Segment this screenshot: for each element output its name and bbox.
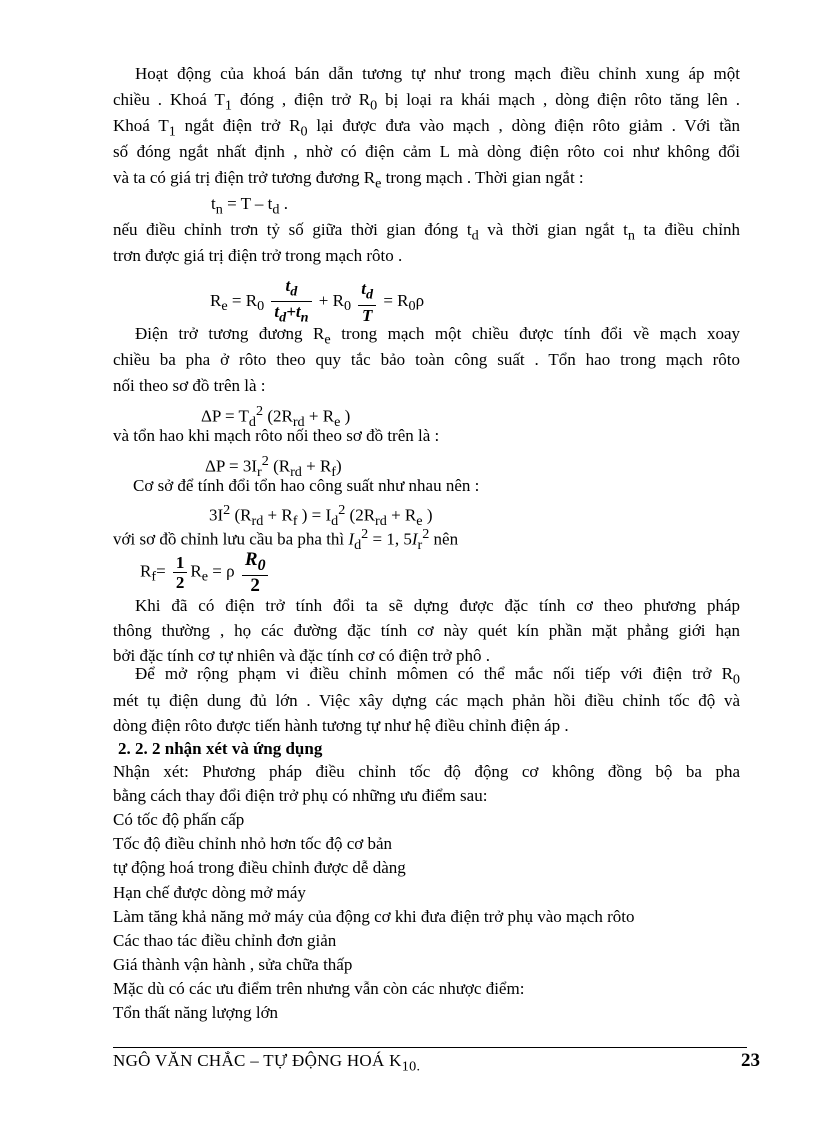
text: và ta có giá trị điện trở tương đương R <box>113 168 376 187</box>
superscript: 2 <box>422 526 430 542</box>
subscript: 0 <box>257 556 266 574</box>
subscript: d <box>279 309 287 326</box>
eq-text: = ρ <box>208 561 235 581</box>
list-item: Các thao tác điều chỉnh đơn giản <box>113 931 337 950</box>
eq-text: (R <box>230 505 252 525</box>
para3-line1 <box>135 324 740 349</box>
subscript: 1 <box>168 123 176 140</box>
subscript: d <box>354 537 362 554</box>
subscript: 0 <box>732 671 740 688</box>
para5-line2: mét tụ điện dung đủ lớn . Việc xây dựng các mạch phản hồi điều chỉnh tốc độ và <box>113 691 740 710</box>
subscript: f <box>331 464 337 481</box>
eq-text: (2R <box>345 505 376 525</box>
text: = 1, 5 <box>368 529 412 549</box>
subscript: e <box>201 568 209 585</box>
remark-line2: bằng cách thay đổi điện trở phụ có những ưu điểm sau: <box>113 786 488 805</box>
eq-text: + R <box>386 505 417 525</box>
subscript: e <box>221 298 228 315</box>
eq-text: t <box>285 276 291 295</box>
page-number: 23 <box>741 1050 760 1071</box>
subscript: r <box>257 464 262 481</box>
list-item: Mặc dù có các ưu điểm trên nhưng vẫn còn các nhược điểm: <box>113 979 525 998</box>
para1-line5 <box>113 168 584 193</box>
eq-text: +t <box>286 302 301 322</box>
subscript: e <box>375 175 382 192</box>
numerator: 1 <box>173 553 188 573</box>
subscript: 1 <box>224 97 232 114</box>
subscript: n <box>300 309 309 326</box>
subscript: 0 <box>257 298 265 315</box>
text: đóng , điện trở R <box>231 90 371 109</box>
list-item: Tổn thất năng lượng lớn <box>113 1003 279 1022</box>
list-item: Làm tăng khả năng mở máy của động cơ khi đưa điện trở phụ vào mạch rôto <box>113 907 635 926</box>
para4-line2: thông thường , họ các đường đặc tính cơ này quét kín phần mặt phẳng giới hạn <box>113 621 740 640</box>
denominator: 2 <box>175 572 185 592</box>
para4-line1: Khi đã có điện trở tính đổi ta sẽ dựng được đặc tính cơ theo phương pháp <box>135 596 740 615</box>
subscript: e <box>324 331 331 348</box>
eq-text: = T – t <box>222 194 273 213</box>
subscript: 0 <box>370 97 378 114</box>
subscript: f <box>292 513 298 530</box>
list-item: Hạn chế được dòng mở máy <box>113 883 306 902</box>
subscript: e <box>416 513 423 530</box>
footer-author-text: NGÔ VĂN CHẮC – TỰ ĐỘNG HOÁ K <box>113 1051 402 1070</box>
list-item: Giá thành vận hành , sửa chữa thấp <box>113 955 353 974</box>
section-heading: 2. 2. 2 nhận xét và ứng dụng <box>118 739 323 758</box>
para2-line2: trơn được giá trị điện trở trong mạch rôto . <box>113 246 403 265</box>
eq-text: (R <box>268 456 291 476</box>
subscript: rd <box>290 464 302 481</box>
para4-line3: bởi đặc tính cơ tự nhiên và đặc tính cơ có điện trở phô . <box>113 646 491 665</box>
subscript: d <box>366 286 374 303</box>
eq-text: 3I <box>209 505 224 525</box>
subscript: rd <box>292 414 305 431</box>
numerator <box>242 550 269 576</box>
numerator <box>271 276 311 302</box>
eq-text: ΔP = T <box>201 406 249 426</box>
subscript: n <box>215 201 223 218</box>
eq-text: R <box>190 561 202 581</box>
list-item: tự động hoá trong điều chỉnh được dễ dàng <box>113 858 406 877</box>
para1-line3 <box>113 116 740 141</box>
fraction <box>173 553 188 592</box>
remark-line1: Nhận xét: Phương pháp điều chỉnh tốc độ động cơ không đồng bộ ba pha <box>113 762 740 781</box>
subscript: d <box>290 283 298 300</box>
eq-text: (2R <box>263 406 293 426</box>
and-line: và tổn hao khi mạch rôto nối theo sơ đồ trên là : <box>113 426 440 445</box>
eq-text: R <box>210 290 222 310</box>
numerator <box>358 279 376 305</box>
subscript: d <box>331 513 339 530</box>
superscript: 2 <box>223 502 231 518</box>
eq-text: = <box>156 561 170 581</box>
text: Điện trở tương đương R <box>135 324 325 343</box>
equation-tn <box>211 194 288 219</box>
superscript: 2 <box>361 526 369 542</box>
subscript: d <box>471 227 479 244</box>
eq-text: + R <box>318 290 344 310</box>
eq-text: t <box>274 302 280 322</box>
subscript: d <box>248 414 256 431</box>
text: bị loại ra khái mạch , dòng điện rôto tăng lên . <box>377 90 740 109</box>
eq-text: ΔP = 3I <box>205 456 258 476</box>
eq-text: ) <box>340 406 351 426</box>
subscript: 0 <box>300 123 308 140</box>
eq-text: + R <box>301 456 332 476</box>
equation-re <box>210 276 424 328</box>
text: nên <box>429 529 459 549</box>
subscript: d <box>272 201 280 218</box>
eq-text: = R <box>383 290 409 310</box>
subscript: e <box>334 414 341 431</box>
subscript: n <box>627 227 635 244</box>
subscript: f <box>151 568 157 585</box>
text: Khoá T <box>113 116 169 135</box>
para1-line2 <box>113 90 740 115</box>
subscript: r <box>417 537 423 554</box>
para3-line3: nối theo sơ đồ trên là : <box>113 376 266 395</box>
para2-line1 <box>113 220 740 245</box>
footer-author <box>113 1050 420 1077</box>
text: trong mạch một chiều được tính đổi về mạch xoay <box>330 324 740 343</box>
denominator: 2 <box>250 574 260 596</box>
eq-text: . <box>279 194 288 213</box>
eq-text: ρ <box>415 290 425 310</box>
eq-text: R <box>244 549 258 570</box>
equation-rf <box>140 550 271 595</box>
eq-text: t <box>361 279 367 299</box>
eq-text: ) <box>336 456 342 476</box>
eq-text: t <box>211 194 216 213</box>
subscript: 10. <box>401 1058 421 1075</box>
list-item: Có tốc độ phấn cấp <box>113 810 245 829</box>
footer-rule <box>113 1047 747 1048</box>
eq-text: = R <box>227 290 258 310</box>
eq-text: + R <box>304 406 335 426</box>
text: ngắt điện trở R <box>175 116 301 135</box>
para5-line3: dòng điện rôto được tiến hành tương tự như hệ điều chỉnh điện áp . <box>113 716 569 735</box>
subscript: 0 <box>408 298 416 315</box>
eq-text: ) <box>422 505 433 525</box>
subscript: rd <box>251 513 264 530</box>
text: nếu điều chỉnh trơn tỷ số giữa thời gian đóng t <box>113 220 472 239</box>
subscript: 0 <box>343 298 352 315</box>
text: Để mở rộng phạm vi điều chỉnh mômen có thể mắc nối tiếp với điện trở R <box>135 664 733 683</box>
fraction <box>242 550 269 595</box>
rectifier-line: với sơ đồ chỉnh lưu cầu ba pha thì $I_d^2 = 1$, $5I_r^2$ nên <box>113 526 459 554</box>
list-item: Tốc độ điều chỉnh nhỏ hơn tốc độ cơ bản <box>113 834 393 853</box>
eq-text: R <box>140 561 152 581</box>
para1-line4: số đóng ngắt nhất định , nhờ có điện cảm L mà dòng điện rôto coi như không đổi <box>113 142 740 161</box>
text: lại được đưa vào mạch , dòng điện rôto giảm . Với tần <box>307 116 740 135</box>
fraction <box>271 276 311 328</box>
denominator: T <box>361 305 373 325</box>
superscript: 2 <box>338 502 346 518</box>
para3-line2: chiều ba pha ở rôto theo quy tắc bảo toàn công suất . Tổn hao trong mạch rôto <box>113 350 740 369</box>
para1-line1: Hoạt động của khoá bán dẫn tương tự như trong mạch điều chỉnh xung áp một <box>135 64 740 83</box>
text: và thời gian ngắt t <box>478 220 628 239</box>
text: với sơ đồ chỉnh lưu cầu ba pha thì <box>113 529 349 549</box>
eq-text: + R <box>263 505 293 525</box>
eq-text: ) = I <box>297 505 332 525</box>
text: ta điều chỉnh <box>634 220 740 239</box>
subscript: rd <box>375 513 387 530</box>
fraction <box>358 279 376 324</box>
superscript: 2 <box>256 403 264 419</box>
text: trong mạch . Thời gian ngắt : <box>381 168 584 187</box>
text: chiều . Khoá T <box>113 90 225 109</box>
superscript: 2 <box>261 453 269 469</box>
basis-line: Cơ sở để tính đổi tổn hao công suất như nhau nên : <box>133 476 480 495</box>
para5-line1 <box>135 664 740 689</box>
